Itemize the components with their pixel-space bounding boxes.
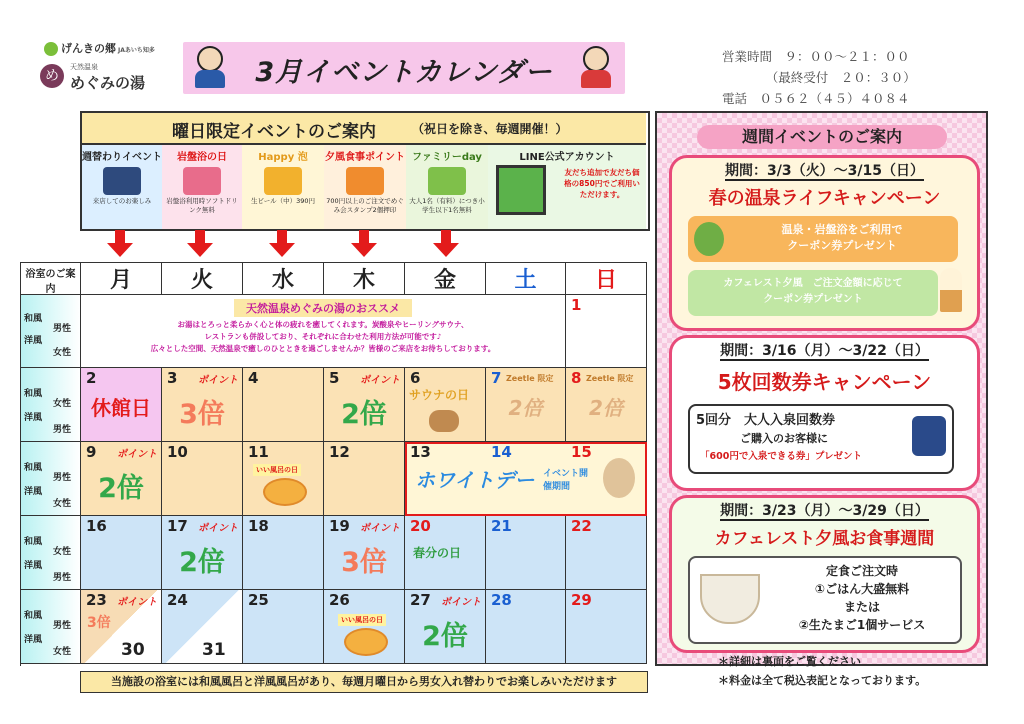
rice-egg-bowl-icon	[700, 574, 760, 624]
white-day-title: ホワイトデー	[415, 468, 535, 492]
day-cell-25: 25	[243, 590, 324, 664]
day-cell-29: 29	[566, 590, 647, 664]
genki-logo-text: げんきの郷	[61, 42, 116, 55]
day-header-fri: 金	[405, 263, 486, 295]
day-cell-27: 27 ポイント 2倍	[405, 590, 486, 664]
weekday-event-wed	[242, 145, 325, 229]
day-header-thu: 木	[324, 263, 405, 295]
genki-logo	[44, 40, 155, 56]
day-header-sun: 日	[566, 263, 647, 295]
day-header-sat: 土	[486, 263, 566, 295]
event-period: 期間：3/16（月）～3/22（日）	[720, 343, 929, 359]
sauna-people-icon	[429, 410, 459, 432]
weekday-event-tue	[162, 145, 243, 229]
event-box-2	[669, 335, 980, 491]
day-cell-22: 22	[566, 516, 647, 590]
event-detail-2: カフェレスト夕風 ご注文金額に応じて クーポン券プレゼント	[688, 270, 938, 316]
bath-label-row1: 和風 男性 洋風 女性	[21, 295, 81, 368]
day-cell-23: 23 ポイント 3倍 30	[81, 590, 162, 664]
weekday-event-head: 岩盤浴の日	[177, 152, 227, 163]
day-cell-12: 12	[324, 442, 405, 516]
day-cell-6: 6 サウナの日	[405, 368, 486, 442]
weekly-events-title: 週間イベントのご案内	[697, 125, 947, 149]
qr-code-icon	[496, 165, 546, 215]
day-cell-19: 19 ポイント 3倍	[324, 516, 405, 590]
odairisama-doll-icon	[195, 46, 225, 90]
weekday-event-desc: 700円以上のご注文でめぐみ会スタンプ2個押印	[326, 197, 404, 214]
weekday-event-fri	[406, 145, 489, 229]
event-detail-3: 5回分 大人入泉回数券 ご購入のお客様に 「600円で入泉できる券」プレゼント	[688, 404, 954, 474]
day-header-wed: 水	[243, 263, 324, 295]
weekday-event-desc: 大人1名（有料）につき小学生以下1名無料	[409, 197, 485, 214]
line-account	[488, 145, 646, 229]
day-cell-26: 26 いい風呂の日	[324, 590, 405, 664]
beer-mug-icon	[264, 167, 302, 195]
event-detail-1: 温泉・岩盤浴をご利用で クーポン券プレゼント	[688, 216, 958, 262]
event-box-3	[669, 495, 980, 653]
genki-logo-sub: JAあいち知多	[118, 47, 155, 54]
hours-last-entry: （最終受付 ２０：３０）	[722, 70, 916, 85]
point-multiplier: 2倍	[341, 399, 387, 430]
shunbun-label: 春分の日	[413, 546, 462, 560]
day-cell-4: 4	[243, 368, 324, 442]
page-title: 3月イベントカレンダー	[255, 57, 553, 88]
weekday-event-head: Happy 泡	[258, 152, 308, 163]
weekday-event-head: ファミリーday	[412, 152, 482, 163]
hours-open: 営業時間 ９：００～２１：００	[722, 49, 910, 64]
weekly-events-panel	[655, 111, 988, 666]
bath-label-row5: 和風 男性 洋風 女性	[21, 590, 81, 664]
weekday-event-head: 夕風食事ポイント	[325, 152, 405, 163]
white-day-period: 13 14 15 ホワイトデー イベント開催期間	[405, 442, 647, 516]
spa-logo-icon: め	[40, 64, 64, 88]
day-cell-18: 18	[243, 516, 324, 590]
day-cell-10: 10	[162, 442, 243, 516]
event-name: 5枚回数券キャンペーン	[717, 370, 932, 394]
bedrock-bath-icon	[183, 167, 221, 195]
bath-tub-icon	[263, 478, 307, 506]
weekday-events-title: 曜日限定イベントのご案内	[172, 122, 376, 142]
closed-day-label: 休館日	[91, 396, 151, 420]
point-multiplier: 3倍	[179, 399, 225, 430]
line-account-desc: 友だち追加で友だち価格の850円でご利用いただけます。	[564, 168, 640, 199]
event-box-1	[669, 155, 980, 331]
weekday-events-header	[82, 113, 646, 145]
weekday-event-thu	[324, 145, 407, 229]
note: ＊料金は全て税込表記となっております。	[718, 674, 927, 687]
vegetables-icon	[346, 167, 384, 195]
day-cell-2: 2 休館日	[81, 368, 162, 442]
family-icon	[912, 416, 946, 456]
spa-logo-small: 天然温泉	[70, 63, 98, 71]
leaf-icon	[44, 42, 58, 56]
title-banner	[183, 42, 625, 94]
day-cell-7: 7 Zeetle 限定 2倍	[486, 368, 566, 442]
sauna-day-label: サウナの日	[409, 388, 470, 402]
family-icon	[428, 167, 466, 195]
day-header-mon: 月	[81, 263, 162, 295]
calendar	[20, 262, 647, 666]
weekday-events	[80, 111, 650, 231]
business-hours	[722, 46, 916, 109]
event-name: 春の温泉ライフキャンペーン	[708, 188, 941, 209]
white-day-sub: イベント開催期間	[543, 469, 589, 492]
teddy-bear-icon	[603, 458, 635, 498]
day-number: 1	[571, 296, 582, 314]
footer-note: 当施設の浴室には和風風呂と洋風風呂があり、毎週月曜日から男女入れ替わりでお楽しみいただけます	[80, 671, 648, 693]
day-cell-16: 16	[81, 516, 162, 590]
promo-line: 広々とした空間、天然温泉で癒しのひとときを過ごしませんか？皆様のご来店をお待ちしております。	[150, 344, 496, 353]
day-cell-21: 21	[486, 516, 566, 590]
weekday-event-head: 週替わりイベント	[82, 152, 162, 163]
note: ＊詳細は裏面をご覧ください	[718, 655, 861, 668]
promo-line: レストランも併設しており、それぞれに合わせた利用方法が可能です♪	[204, 332, 442, 341]
day-cell-1	[566, 295, 647, 368]
promo-line: お湯はとろっと柔らかく心と体の疲れを癒してくれます。炭酸泉やヒーリングサウナ、	[177, 320, 469, 329]
weekday-event-desc: 岩盤浴利用時ソフトドリンク無料	[166, 197, 238, 214]
bath-label-row4: 和風 女性 洋風 男性	[21, 516, 81, 590]
event-period: 期間：3/3（火）～3/15（日）	[725, 163, 924, 179]
bath-tub-icon	[344, 628, 388, 656]
day-cell-5: 5 ポイント 2倍	[324, 368, 405, 442]
day-cell-28: 28	[486, 590, 566, 664]
event-detail-4: 定食ご注文時 ①ごはん大盛無料 または ②生たまご1個サービス	[688, 556, 962, 644]
day-cell-17: 17 ポイント 2倍	[162, 516, 243, 590]
soft-cream-icon	[940, 268, 962, 312]
bath-label-row2: 和風 女性 洋風 男性	[21, 368, 81, 442]
day-cell-11: 11 いい風呂の日	[243, 442, 324, 516]
spa-logo-name: めぐみの湯	[70, 74, 146, 92]
weekday-events-note: （祝日を除き、毎週開催！）	[412, 122, 568, 136]
promo-title: 天然温泉めぐみの湯のおススメ	[234, 299, 412, 317]
day-cell-8: 8 Zeetle 限定 2倍	[566, 368, 647, 442]
spa-logo	[40, 63, 146, 92]
bath-guide-corner: 浴室のご案内	[21, 263, 81, 295]
day-cell-3: 3 ポイント 3倍	[162, 368, 243, 442]
onsen-person-icon	[694, 222, 724, 256]
day-cell-9: 9 ポイント 2倍	[81, 442, 162, 516]
event-period: 期間：3/23（月）～3/29（日）	[720, 503, 929, 519]
event-name: カフェレスト夕風お食事週間	[714, 529, 935, 549]
noren-curtain-icon	[103, 167, 141, 195]
day-header-tue: 火	[162, 263, 243, 295]
weekday-event-desc: 来店してのお楽しみ	[92, 197, 152, 205]
phone-number: 電話 ０５６２（４５）４０８４	[722, 91, 910, 106]
line-account-title: LINE公式アカウント	[519, 152, 615, 163]
ohinasama-doll-icon	[581, 46, 611, 90]
notes	[718, 652, 926, 690]
day-cell-20: 20 春分の日	[405, 516, 486, 590]
bath-label-row3: 和風 男性 洋風 女性	[21, 442, 81, 516]
weekday-event-desc: 生ビール（中）390円	[250, 197, 316, 205]
weekday-event-mon	[82, 145, 163, 229]
day-cell-24: 24 31	[162, 590, 243, 664]
promo-box	[81, 295, 566, 368]
